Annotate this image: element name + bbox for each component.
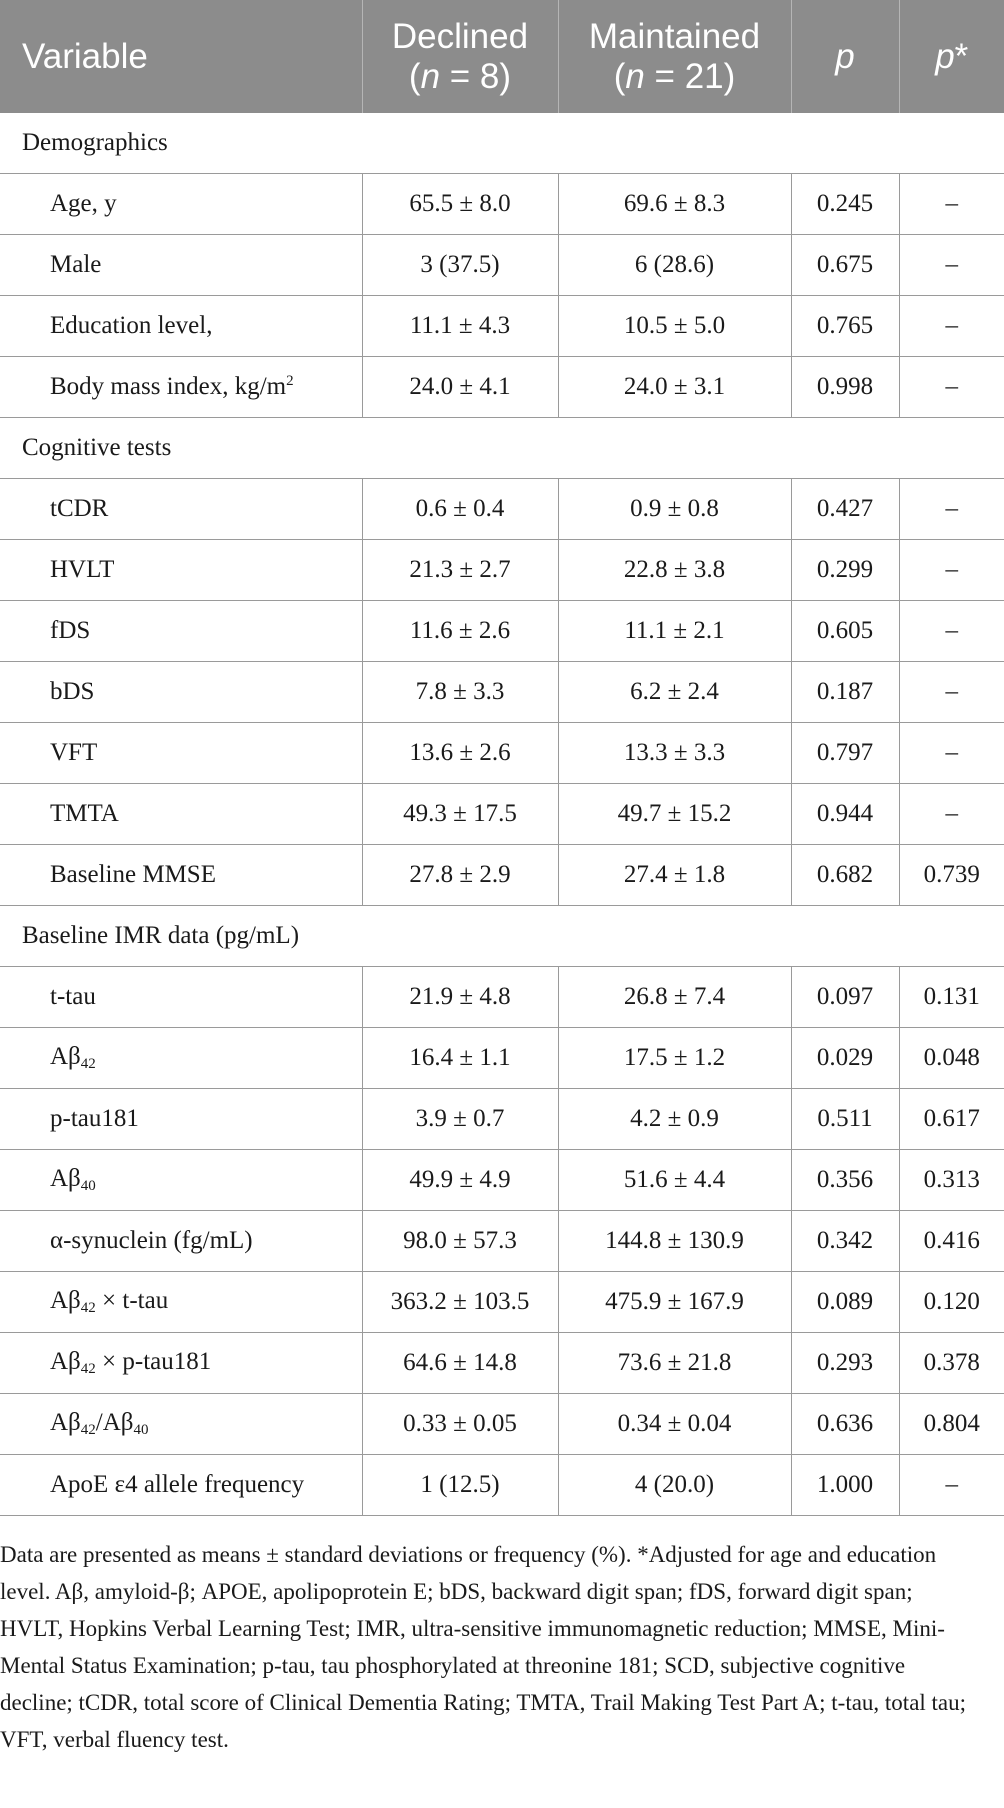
row-declined: 13.6 ± 2.6 [362, 723, 558, 784]
table-row [0, 235, 1004, 296]
row-maintained: 10.5 ± 5.0 [558, 296, 791, 357]
header-declined: Declined (n = 8) [362, 0, 558, 113]
row-p-value: 0.342 [791, 1211, 899, 1272]
row-p-value: 0.605 [791, 601, 899, 662]
table-body [0, 113, 1004, 1516]
section-title: Demographics [0, 113, 1004, 174]
table-row [0, 296, 1004, 357]
row-p-adjusted: 0.804 [899, 1394, 1004, 1455]
row-maintained: 27.4 ± 1.8 [558, 845, 791, 906]
row-p-value: 0.636 [791, 1394, 899, 1455]
row-variable: Body mass index, $kg/m^2$ [0, 357, 362, 418]
row-p-value: 0.089 [791, 1272, 899, 1333]
header-p-adjusted: p* [899, 0, 1004, 113]
row-p-adjusted: 0.313 [899, 1150, 1004, 1211]
row-declined: 0.6 ± 0.4 [362, 479, 558, 540]
row-maintained: 26.8 ± 7.4 [558, 967, 791, 1028]
row-variable: $A\beta_{42}$ [0, 1028, 362, 1089]
table-row [0, 1333, 1004, 1394]
header-variable: Variable [0, 0, 362, 113]
row-variable: Education level, [0, 296, 362, 357]
row-declined: 1 (12.5) [362, 1455, 558, 1516]
row-p-value: 1.000 [791, 1455, 899, 1516]
row-maintained: 4 (20.0) [558, 1455, 791, 1516]
row-variable: bDS [0, 662, 362, 723]
row-p-value: 0.245 [791, 174, 899, 235]
row-p-value: 0.356 [791, 1150, 899, 1211]
row-maintained: 22.8 ± 3.8 [558, 540, 791, 601]
row-p-adjusted: – [899, 235, 1004, 296]
section-row [0, 113, 1004, 174]
table-row [0, 1455, 1004, 1516]
table-row [0, 1272, 1004, 1333]
row-p-value: 0.998 [791, 357, 899, 418]
row-declined: 3.9 ± 0.7 [362, 1089, 558, 1150]
row-maintained: 4.2 ± 0.9 [558, 1089, 791, 1150]
row-declined: 24.0 ± 4.1 [362, 357, 558, 418]
row-p-adjusted: – [899, 296, 1004, 357]
row-variable: $A\beta_{40}$ [0, 1150, 362, 1211]
row-variable: p-tau181 [0, 1089, 362, 1150]
row-maintained: 24.0 ± 3.1 [558, 357, 791, 418]
row-p-value: 0.682 [791, 845, 899, 906]
row-p-adjusted: – [899, 1455, 1004, 1516]
table-row [0, 967, 1004, 1028]
section-title: Cognitive tests [0, 418, 1004, 479]
table-header [0, 0, 1004, 113]
row-maintained: 144.8 ± 130.9 [558, 1211, 791, 1272]
row-declined: 21.3 ± 2.7 [362, 540, 558, 601]
row-maintained: 0.9 ± 0.8 [558, 479, 791, 540]
row-declined: 363.2 ± 103.5 [362, 1272, 558, 1333]
table-row [0, 1089, 1004, 1150]
row-maintained: 6 (28.6) [558, 235, 791, 296]
row-declined: 21.9 ± 4.8 [362, 967, 558, 1028]
row-p-adjusted: – [899, 357, 1004, 418]
row-p-value: 0.187 [791, 662, 899, 723]
row-p-adjusted: – [899, 601, 1004, 662]
row-p-adjusted: – [899, 174, 1004, 235]
table-row [0, 540, 1004, 601]
row-p-value: 0.765 [791, 296, 899, 357]
row-p-value: 0.427 [791, 479, 899, 540]
table-row [0, 174, 1004, 235]
row-p-adjusted: 0.739 [899, 845, 1004, 906]
row-p-adjusted: 0.378 [899, 1333, 1004, 1394]
row-variable: Baseline MMSE [0, 845, 362, 906]
row-declined: 65.5 ± 8.0 [362, 174, 558, 235]
section-row [0, 418, 1004, 479]
row-p-adjusted: 0.131 [899, 967, 1004, 1028]
table-row [0, 1394, 1004, 1455]
row-declined: 0.33 ± 0.05 [362, 1394, 558, 1455]
row-p-value: 0.675 [791, 235, 899, 296]
row-variable: fDS [0, 601, 362, 662]
header-row [0, 0, 1004, 113]
row-p-adjusted: 0.120 [899, 1272, 1004, 1333]
row-maintained: 13.3 ± 3.3 [558, 723, 791, 784]
table-row [0, 357, 1004, 418]
row-p-adjusted: – [899, 784, 1004, 845]
row-variable: Age, y [0, 174, 362, 235]
row-variable: $A\beta_{42}/A\beta_{40}$ [0, 1394, 362, 1455]
row-maintained: 6.2 ± 2.4 [558, 662, 791, 723]
section-title: Baseline IMR data (pg/mL) [0, 906, 1004, 967]
row-variable: α-synuclein (fg/mL) [0, 1211, 362, 1272]
row-declined: 7.8 ± 3.3 [362, 662, 558, 723]
row-maintained: 49.7 ± 15.2 [558, 784, 791, 845]
row-declined: 49.9 ± 4.9 [362, 1150, 558, 1211]
table-row [0, 1150, 1004, 1211]
row-maintained: 69.6 ± 8.3 [558, 174, 791, 235]
table-row [0, 845, 1004, 906]
header-p-value: p [791, 0, 899, 113]
table-row [0, 1028, 1004, 1089]
row-declined: 64.6 ± 14.8 [362, 1333, 558, 1394]
table-row [0, 601, 1004, 662]
row-p-adjusted: – [899, 540, 1004, 601]
row-p-adjusted: 0.048 [899, 1028, 1004, 1089]
row-maintained: 17.5 ± 1.2 [558, 1028, 791, 1089]
row-p-value: 0.293 [791, 1333, 899, 1394]
row-p-adjusted: 0.416 [899, 1211, 1004, 1272]
row-variable: ApoE ε4 allele frequency [0, 1455, 362, 1516]
row-declined: 16.4 ± 1.1 [362, 1028, 558, 1089]
row-declined: 3 (37.5) [362, 235, 558, 296]
row-maintained: 51.6 ± 4.4 [558, 1150, 791, 1211]
row-maintained: 475.9 ± 167.9 [558, 1272, 791, 1333]
row-maintained: 0.34 ± 0.04 [558, 1394, 791, 1455]
row-declined: 11.6 ± 2.6 [362, 601, 558, 662]
row-maintained: 73.6 ± 21.8 [558, 1333, 791, 1394]
row-declined: 49.3 ± 17.5 [362, 784, 558, 845]
row-p-adjusted: – [899, 723, 1004, 784]
row-p-value: 0.511 [791, 1089, 899, 1150]
row-variable: $A\beta_{42} \times t-tau$ [0, 1272, 362, 1333]
row-variable: TMTA [0, 784, 362, 845]
row-variable: $A\beta_{42} \times p-tau181$ [0, 1333, 362, 1394]
section-row [0, 906, 1004, 967]
row-variable: Male [0, 235, 362, 296]
row-variable: HVLT [0, 540, 362, 601]
table-footnote: Data are presented as means ± standard deviations or frequency (%). *Adjusted for age and education level. Aβ, amyloid-β; APOE, apolipoprotein E; bDS, backward digit span; fDS, forward digit span; HVLT, Hopkins Verbal Learning Test; IMR, ultra-sensitive immunomagnetic reduction; MMSE, Mini-Mental Status Examination; p-tau, tau phosphorylated at threonine 181; SCD, subjective cognitive decline; tCDR, total score of Clinical Dementia Rating; TMTA, Trail Making Test Part A; t-tau, total tau; VFT, verbal fluency test. [0, 1542, 967, 1752]
row-declined: 11.1 ± 4.3 [362, 296, 558, 357]
row-p-value: 0.797 [791, 723, 899, 784]
row-p-value: 0.029 [791, 1028, 899, 1089]
header-maintained: Maintained (n = 21) [558, 0, 791, 113]
row-variable: VFT [0, 723, 362, 784]
table-row [0, 479, 1004, 540]
row-maintained: 11.1 ± 2.1 [558, 601, 791, 662]
row-declined: 27.8 ± 2.9 [362, 845, 558, 906]
row-p-adjusted: – [899, 662, 1004, 723]
row-p-value: 0.944 [791, 784, 899, 845]
row-p-adjusted: 0.617 [899, 1089, 1004, 1150]
table-row [0, 723, 1004, 784]
table-row [0, 662, 1004, 723]
row-p-value: 0.097 [791, 967, 899, 1028]
row-p-value: 0.299 [791, 540, 899, 601]
table-row [0, 784, 1004, 845]
row-variable: t-tau [0, 967, 362, 1028]
row-declined: 98.0 ± 57.3 [362, 1211, 558, 1272]
row-p-adjusted: – [899, 479, 1004, 540]
row-variable: tCDR [0, 479, 362, 540]
table-row [0, 1211, 1004, 1272]
